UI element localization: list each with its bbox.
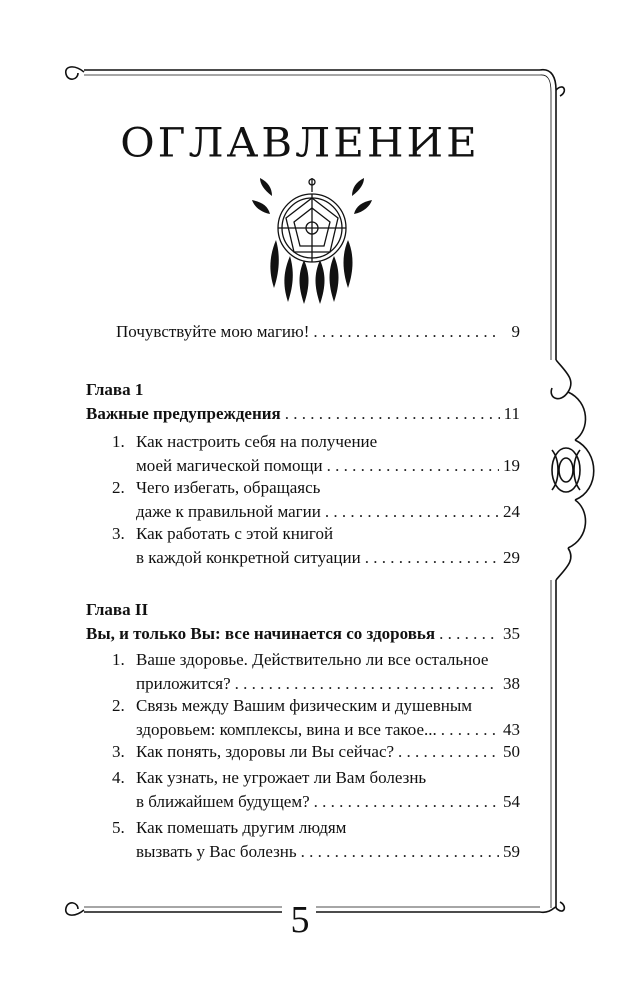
toc-page-number: 59: [503, 842, 520, 861]
toc-page-number: 9: [511, 322, 520, 341]
toc-page-number: 24: [503, 502, 520, 521]
section-number: 3.: [112, 742, 125, 761]
section-title-line2: вызвать у Вас болезнь: [136, 842, 297, 861]
section-title-line1: Как помешать другим людям: [136, 818, 347, 837]
dot-leader: [398, 740, 499, 764]
chapter-2-heading[interactable]: [86, 598, 520, 646]
section-title-line1: Чего избегать, обращаясь: [136, 478, 321, 497]
section-title-line1: Ваше здоровье. Действительно ли все остальное: [136, 650, 489, 669]
toc-page-number: 19: [503, 456, 520, 475]
dot-leader: [441, 718, 499, 742]
chapter-title: Важные предупреждения: [86, 404, 281, 423]
section-title-line2: в каждой конкретной ситуации: [136, 548, 361, 567]
section-title-line1: Как работать с этой книгой: [136, 524, 334, 543]
section-number: 3.: [112, 524, 125, 543]
section-title-line1: Как узнать, не угрожает ли Вам болезнь: [136, 768, 427, 787]
section-title-line2: в ближайшем будущем?: [136, 792, 310, 811]
section-title-line1: Связь между Вашим физическим и душевным: [136, 696, 472, 715]
dot-leader: [325, 500, 499, 524]
section-title-line2: здоровьем: комплексы, вина и все такое...: [136, 720, 437, 739]
dot-leader: [365, 546, 499, 570]
toc-page-number: 54: [503, 792, 520, 811]
section-title-line2: приложится?: [136, 674, 231, 693]
toc-page-number: 35: [503, 624, 520, 643]
section-title-line1: Как настроить себя на получение: [136, 432, 378, 451]
dot-leader: [313, 320, 500, 344]
section-number: 1.: [112, 432, 125, 451]
section-number: 5.: [112, 818, 125, 837]
page-title: ОГЛАВЛЕНИЕ: [120, 119, 480, 166]
section-number: 1.: [112, 650, 125, 669]
toc-section[interactable]: [112, 766, 520, 814]
toc-section[interactable]: [112, 430, 520, 478]
dreamcatcher-illustration: [252, 178, 372, 306]
dot-leader: [301, 840, 499, 864]
dot-leader: [327, 454, 499, 478]
toc-section[interactable]: [112, 476, 520, 524]
section-title-line2: моей магической помощи: [136, 456, 323, 475]
toc-section[interactable]: [112, 740, 520, 764]
toc-section[interactable]: [112, 694, 520, 742]
toc-page-number: 38: [503, 674, 520, 693]
toc-page-number: 43: [503, 720, 520, 739]
toc-page-number: 50: [503, 742, 520, 761]
dot-leader: [235, 672, 499, 696]
toc-section[interactable]: [112, 648, 520, 696]
toc-page-number: 29: [503, 548, 520, 567]
section-number: 2.: [112, 696, 125, 715]
chapter-label: Глава II: [86, 600, 149, 619]
toc-section[interactable]: [112, 816, 520, 864]
chapter-1-heading[interactable]: [86, 378, 520, 426]
section-title-line2: Как понять, здоровы ли Вы сейчас?: [136, 742, 395, 761]
toc-entry-title: Почувствуйте мою магию!: [116, 322, 310, 341]
toc-section[interactable]: [112, 522, 520, 570]
dot-leader: [285, 402, 500, 426]
dot-leader: [314, 790, 499, 814]
page-number: 5: [290, 899, 310, 941]
chapter-label: Глава 1: [86, 380, 144, 399]
section-number: 2.: [112, 478, 125, 497]
toc-entry-intro[interactable]: [86, 320, 520, 344]
section-number: 4.: [112, 768, 125, 787]
dot-leader: [439, 622, 499, 646]
section-title-line2: даже к правильной магии: [136, 502, 321, 521]
toc-page-number: 11: [503, 404, 520, 423]
chapter-title: Вы, и только Вы: все начинается со здоровья: [86, 624, 436, 643]
